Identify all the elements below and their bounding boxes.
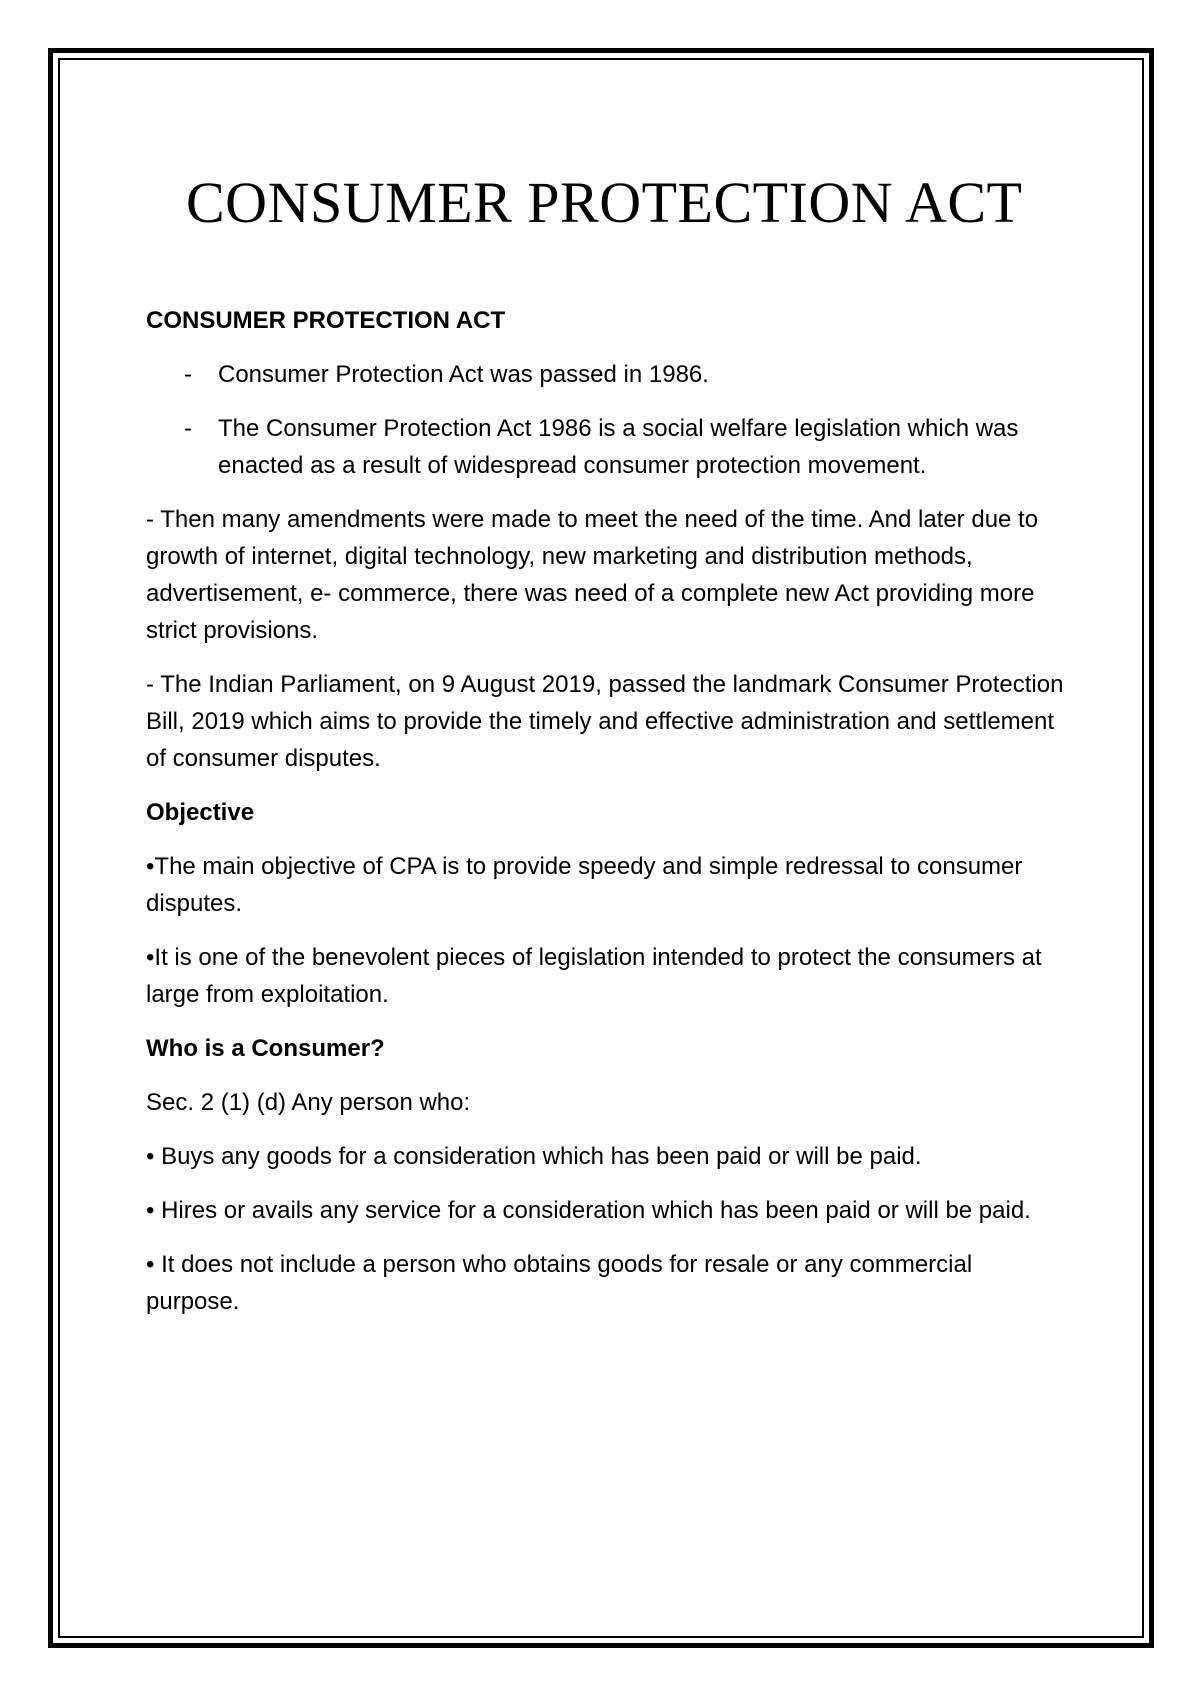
parliament-paragraph: - The Indian Parliament, on 9 August 2019, passed the landmark Consumer Protection Bill, 2019 which aims to provide the timely and effective administration and settlement of consumer disputes.: [146, 671, 1064, 772]
objective-point: •It is one of the benevolent pieces of legislation intended to protect the consumers at large from exploitation.: [146, 944, 1042, 1008]
objective-point: •The main objective of CPA is to provide speedy and simple redressal to consumer disputes.: [146, 853, 1023, 917]
consumer-point: • It does not include a person who obtains goods for resale or any commercial purpose.: [146, 1251, 973, 1315]
objective-heading: Objective: [146, 799, 255, 826]
amendments-paragraph: - Then many amendments were made to meet the need of the time. And later due to growth of internet, digital technology, new marketing and distribution methods, advertisement, e- commerce, there was need of a complete new Act providing more strict provisions.: [146, 506, 1039, 644]
list-item: [146, 356, 1066, 393]
document-body: [146, 302, 1066, 1337]
list-item: [146, 410, 1066, 484]
section-heading: CONSUMER PROTECTION ACT: [146, 307, 506, 334]
dash-marker: -: [184, 415, 192, 442]
dash-marker: -: [184, 361, 192, 388]
list-item-text: Consumer Protection Act was passed in 1986.: [218, 361, 709, 388]
consumer-point: • Buys any goods for a consideration which has been paid or will be paid.: [146, 1143, 922, 1170]
consumer-heading: Who is a Consumer?: [146, 1035, 385, 1062]
document-title: CONSUMER PROTECTION ACT: [186, 170, 1023, 235]
list-item-text: The Consumer Protection Act 1986 is a social welfare legislation which was enacted as a result of widespread consumer protection movement.: [218, 415, 1019, 479]
intro-list: [146, 356, 1066, 484]
consumer-definition: Sec. 2 (1) (d) Any person who:: [146, 1089, 471, 1116]
consumer-point: • Hires or avails any service for a consideration which has been paid or will be paid.: [146, 1197, 1031, 1224]
